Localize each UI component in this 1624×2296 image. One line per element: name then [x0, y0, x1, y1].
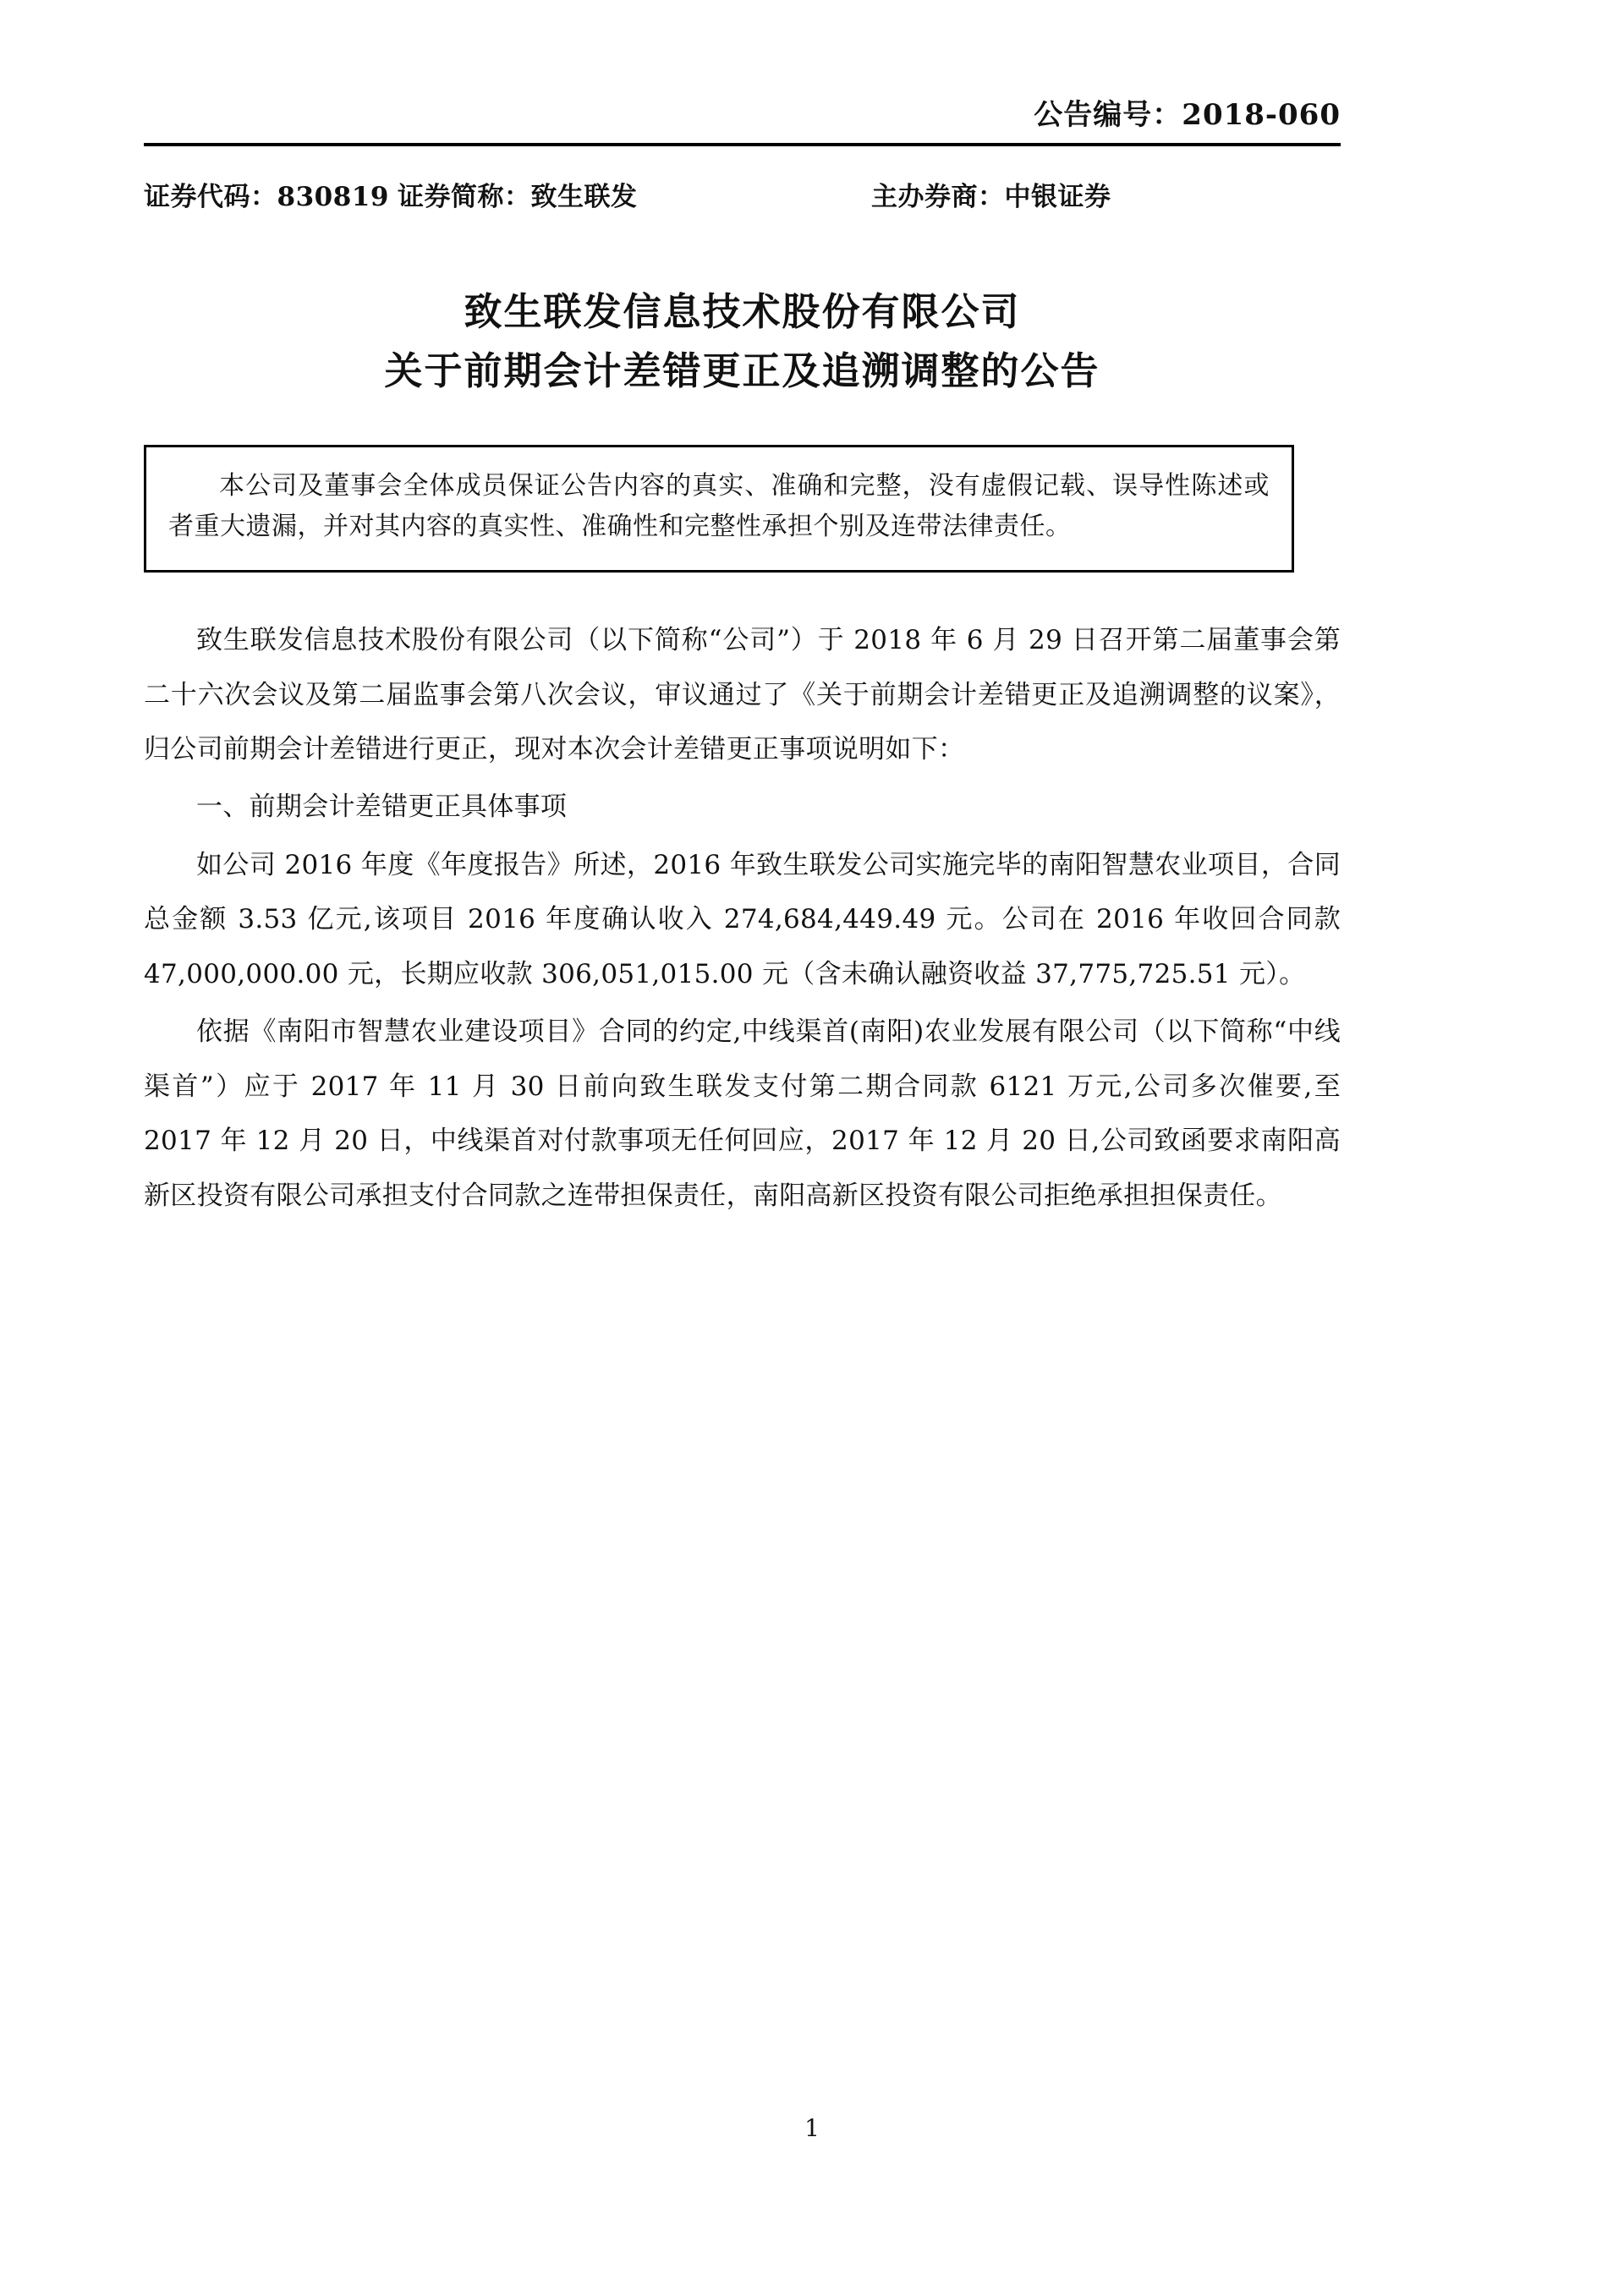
section-heading-1: 一、前期会计差错更正具体事项	[196, 792, 568, 823]
document-body	[144, 613, 1341, 1223]
announcement-number: 公告编号：2018-060	[1034, 98, 1341, 132]
page-number: 1	[804, 2114, 820, 2142]
page-content	[144, 0, 1341, 1226]
header-divider	[144, 143, 1341, 146]
security-abbreviation: 证券简称：致生联发	[398, 182, 638, 213]
security-code: 证券代码：830819	[144, 182, 389, 213]
body-paragraph-1: 致生联发信息技术股份有限公司（以下简称“公司”）于 2018 年 6 月 29 日召开第二届董事会第二十六次会议及第二届监事会第八次会议，审议通过了《关于前期会计差错更正及追溯调整的议案》，归公司前期会计差错进行更正，现对本次会计差错更正事项说明如下：	[144, 625, 1341, 765]
disclaimer-text: 本公司及董事会全体成员保证公告内容的真实、准确和完整，没有虚假记载、误导性陈述或者重大遗漏，并对其内容的真实性、准确性和完整性承担个别及连带法律责任。	[168, 470, 1270, 542]
page-title	[144, 282, 1341, 401]
document-header	[144, 0, 1341, 146]
title-company-name: 致生联发信息技术股份有限公司	[464, 289, 1021, 335]
sponsoring-broker: 主办券商：中银证券	[871, 182, 1111, 213]
disclaimer-box	[144, 445, 1294, 573]
title-subject: 关于前期会计差错更正及追溯调整的公告	[384, 348, 1100, 394]
body-paragraph-3: 依据《南阳市智慧农业建设项目》合同的约定,中线渠首(南阳)农业发展有限公司（以下简称“中线渠首”）应于 2017 年 11 月 30 日前向致生联发支付第二期合同款 6121 万元,公司多次催要,至 2017 年 12 月 20 日，中线渠首对付款事项无任何回应，2017 年 12 月 20 日,公司致函要求南阳高新区投资有限公司承担支付合同款之连带担保责任，南阳高新区投资有限公司拒绝承担担保责任。	[144, 1016, 1341, 1211]
body-paragraph-2: 如公司 2016 年度《年度报告》所述，2016 年致生联发公司实施完毕的南阳智慧农业项目，合同总金额 3.53 亿元,该项目 2016 年度确认收入 274,684,449.49 元。公司在 2016 年收回合同款 47,000,000.00 元，长期应收款 306,051,015.00 元（含未确认融资收益 37,775,725.51 元）。	[144, 849, 1341, 989]
security-info-row	[144, 175, 1341, 213]
